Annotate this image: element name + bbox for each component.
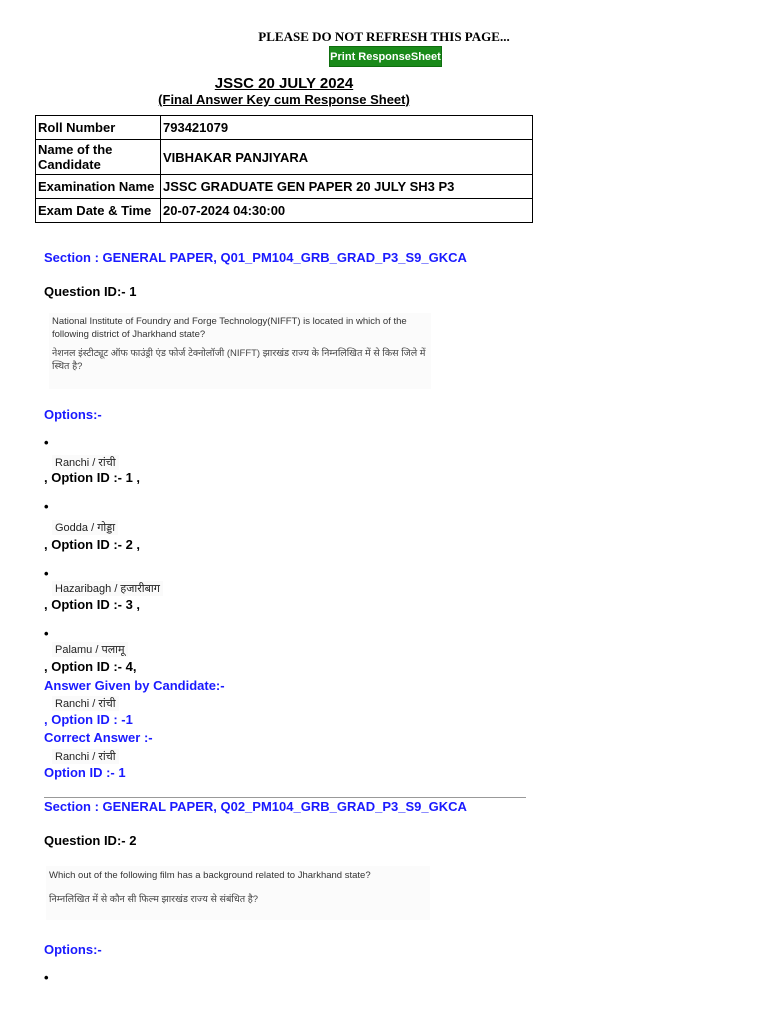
info-row-candidate-name xyxy=(36,140,533,175)
info-value: VIBHAKAR PANJIYARA xyxy=(161,140,533,175)
section-title: Section : GENERAL PAPER, Q02_PM104_GRB_GRAD_P3_S9_GKCA xyxy=(44,799,467,814)
info-label: Name of the Candidate xyxy=(36,140,161,175)
answer-given-option-id: , Option ID : -1 xyxy=(44,712,133,727)
info-value: 793421079 xyxy=(161,116,533,140)
option-id: , Option ID :- 3 , xyxy=(44,597,141,612)
question-image xyxy=(49,313,431,389)
info-label: Examination Name xyxy=(36,175,161,199)
print-response-sheet-button[interactable]: Print ResponseSheet xyxy=(329,46,442,67)
info-value: JSSC GRADUATE GEN PAPER 20 JULY SH3 P3 xyxy=(161,175,533,199)
info-value: 20-07-2024 04:30:00 xyxy=(161,199,533,223)
option-bullet: • xyxy=(44,499,49,514)
exam-subtitle: (Final Answer Key cum Response Sheet) xyxy=(158,92,410,107)
info-row-roll-number xyxy=(36,116,533,140)
correct-answer-label: Correct Answer :- xyxy=(44,730,153,745)
info-row-exam-name xyxy=(36,175,533,199)
options-label: Options:- xyxy=(44,407,102,422)
question-divider xyxy=(44,797,526,798)
question-text-hindi: निम्नलिखित में से कौन सी फिल्म झारखंड राज्य से संबंधित है? xyxy=(49,894,259,905)
refresh-warning: PLEASE DO NOT REFRESH THIS PAGE... xyxy=(258,29,510,44)
question-text-hindi: नेशनल इंस्टीट्यूट ऑफ फाउंड्री एंड फोर्ज टेक्नोलॉजी (NIFFT) झारखंड राज्य के निम्नलिखित में से किस जिले में स्थित है? xyxy=(52,348,426,372)
option-bullet: • xyxy=(44,970,49,985)
correct-answer-image: Ranchi / रांची xyxy=(52,749,119,764)
question-id: Question ID:- 2 xyxy=(44,833,137,848)
candidate-info-table xyxy=(35,115,533,223)
question-id: Question ID:- 1 xyxy=(44,284,137,299)
option-image: Palamu / पलामू xyxy=(52,642,128,657)
info-label: Roll Number xyxy=(36,116,161,140)
info-label: Exam Date & Time xyxy=(36,199,161,223)
option-image: Godda / गोड्डा xyxy=(52,520,118,535)
section-title: Section : GENERAL PAPER, Q01_PM104_GRB_GRAD_P3_S9_GKCA xyxy=(44,250,467,265)
option-id: , Option ID :- 1 , xyxy=(44,470,141,485)
answer-given-image: Ranchi / रांची xyxy=(52,696,119,711)
option-id: , Option ID :- 4, xyxy=(44,659,137,674)
option-image: Hazaribagh / हजारीबाग xyxy=(52,581,163,596)
correct-answer-option-id: Option ID :- 1 xyxy=(44,765,126,780)
option-bullet: • xyxy=(44,626,49,641)
options-label: Options:- xyxy=(44,942,102,957)
answer-given-label: Answer Given by Candidate:- xyxy=(44,678,225,693)
option-id: , Option ID :- 2 , xyxy=(44,537,141,552)
question-image xyxy=(46,866,430,920)
info-row-exam-date-time xyxy=(36,199,533,223)
option-bullet: • xyxy=(44,566,49,581)
option-bullet: • xyxy=(44,435,49,450)
question-text-english: National Institute of Foundry and Forge Technology(NIFFT) is located in which of the following district of Jharkhand state? xyxy=(52,316,407,340)
option-image: Ranchi / रांची xyxy=(52,455,119,470)
exam-title: JSSC 20 JULY 2024 xyxy=(214,75,354,92)
question-text-english: Which out of the following film has a background related to Jharkhand state? xyxy=(49,870,371,881)
